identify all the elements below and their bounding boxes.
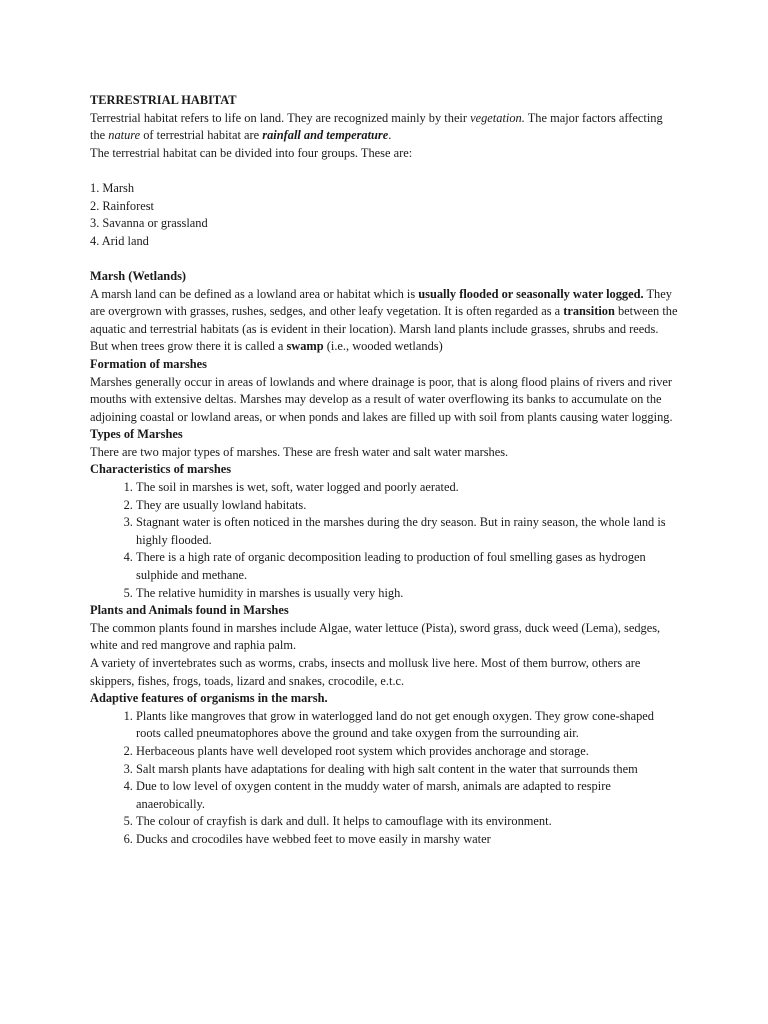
group-item: 1. Marsh — [90, 180, 135, 195]
list-item: 6. Ducks and crocodiles have webbed feet to move easily in marshy water — [136, 831, 678, 849]
intro-groups-line: The terrestrial habitat can be divided into four groups. These are: — [90, 145, 413, 160]
marsh-text: between the aquatic and terrestrial habitats (as is evident in their location). Marsh land plants include grasses, shrubs and reeds. But when trees grow there it is called a — [90, 304, 678, 354]
marsh-text: They are overgrown with grasses, rushes, sedges, and other leafy vegetation. It is often regarded as a — [90, 286, 672, 319]
intro-text-c: of terrestrial habitat are — [140, 128, 263, 143]
list-item: 5. The relative humidity in marshes is usually very high. — [136, 585, 678, 603]
marsh-text: (i.e., wooded wetlands) — [323, 339, 443, 354]
characteristics-list — [90, 479, 678, 602]
group-item: 3. Savanna or grassland — [90, 216, 208, 231]
intro-nature: nature — [108, 128, 141, 143]
formation-paragraph: Marshes generally occur in areas of lowlands and where drainage is poor, that is along flood plains of rivers and river mouths with extensive deltas. Marshes may develop as a result of water overflowing its banks to accumulate on the adjoining coastal or lowland areas, or when ponds and lakes are filled up with soil from plants causing water logging. — [90, 374, 673, 424]
types-heading: Types of Marshes — [90, 427, 183, 442]
marsh-text: A marsh land can be defined as a lowland area or habitat which is — [90, 286, 419, 301]
animals-paragraph: A variety of invertebrates such as worms, crabs, insects and mollusk live here. Most of them burrow, others are skippers, fishes, frogs, toads, lizard and snakes, crocodile, e.t.c. — [90, 656, 641, 688]
intro-text-a: Terrestrial habitat refers to life on land. They are recognized mainly by their — [90, 110, 471, 125]
list-item: 1. The soil in marshes is wet, soft, water logged and poorly aerated. — [136, 479, 678, 497]
intro-text-b: The major factors affecting the — [90, 110, 663, 143]
list-item: 3. Salt marsh plants have adaptations for dealing with high salt content in the water that surrounds them — [136, 761, 678, 779]
group-item: 4. Arid land — [90, 233, 149, 248]
marsh-bold-transition: transition — [563, 304, 615, 319]
intro-text-d: . — [388, 128, 392, 143]
formation-heading: Formation of marshes — [90, 356, 208, 371]
types-paragraph: There are two major types of marshes. These are fresh water and salt water marshes. — [90, 444, 509, 459]
group-item: 2. Rainforest — [90, 198, 155, 213]
intro-vegetation: vegetation. — [470, 110, 525, 125]
intro-rainfall: rainfall and temperature — [262, 128, 389, 143]
spacer — [90, 250, 678, 268]
spacer — [90, 162, 678, 180]
marsh-bold-swamp: swamp — [286, 339, 324, 354]
plants-paragraph: The common plants found in marshes include Algae, water lettuce (Pista), sword grass, duck weed (Lema), sedges, white and red mangrove and raphia palm. — [90, 620, 661, 653]
adaptive-heading: Adaptive features of organisms in the marsh. — [90, 691, 328, 706]
list-item: 4. There is a high rate of organic decomposition leading to production of foul smelling gases as hydrogen sulphide and methane. — [136, 549, 678, 584]
groups-list — [90, 180, 678, 250]
characteristics-heading: Characteristics of marshes — [90, 462, 232, 477]
intro-paragraph — [90, 110, 678, 145]
list-item: 4. Due to low level of oxygen content in the muddy water of marsh, animals are adapted to respire anaerobically. — [136, 778, 678, 813]
document-title: TERRESTRIAL HABITAT — [90, 93, 237, 107]
list-item: 2. They are usually lowland habitats. — [136, 497, 678, 515]
adaptive-list — [90, 708, 678, 849]
list-item: 5. The colour of crayfish is dark and dull. It helps to camouflage with its environment. — [136, 813, 678, 831]
marsh-bold-flooded: usually flooded or seasonally water logged. — [418, 286, 644, 301]
marsh-heading: Marsh (Wetlands) — [90, 268, 187, 283]
marsh-paragraph — [90, 286, 678, 356]
list-item: 2. Herbaceous plants have well developed root system which provides anchorage and storage. — [136, 743, 678, 761]
list-item: 3. Stagnant water is often noticed in the marshes during the dry season. But in rainy season, the whole land is highly flooded. — [136, 514, 678, 549]
list-item: 1. Plants like mangroves that grow in waterlogged land do not get enough oxygen. They grow cone-shaped roots called pneumatophores above the ground and take oxygen from the surrounding air. — [136, 708, 678, 743]
plants-animals-heading: Plants and Animals found in Marshes — [90, 603, 289, 618]
